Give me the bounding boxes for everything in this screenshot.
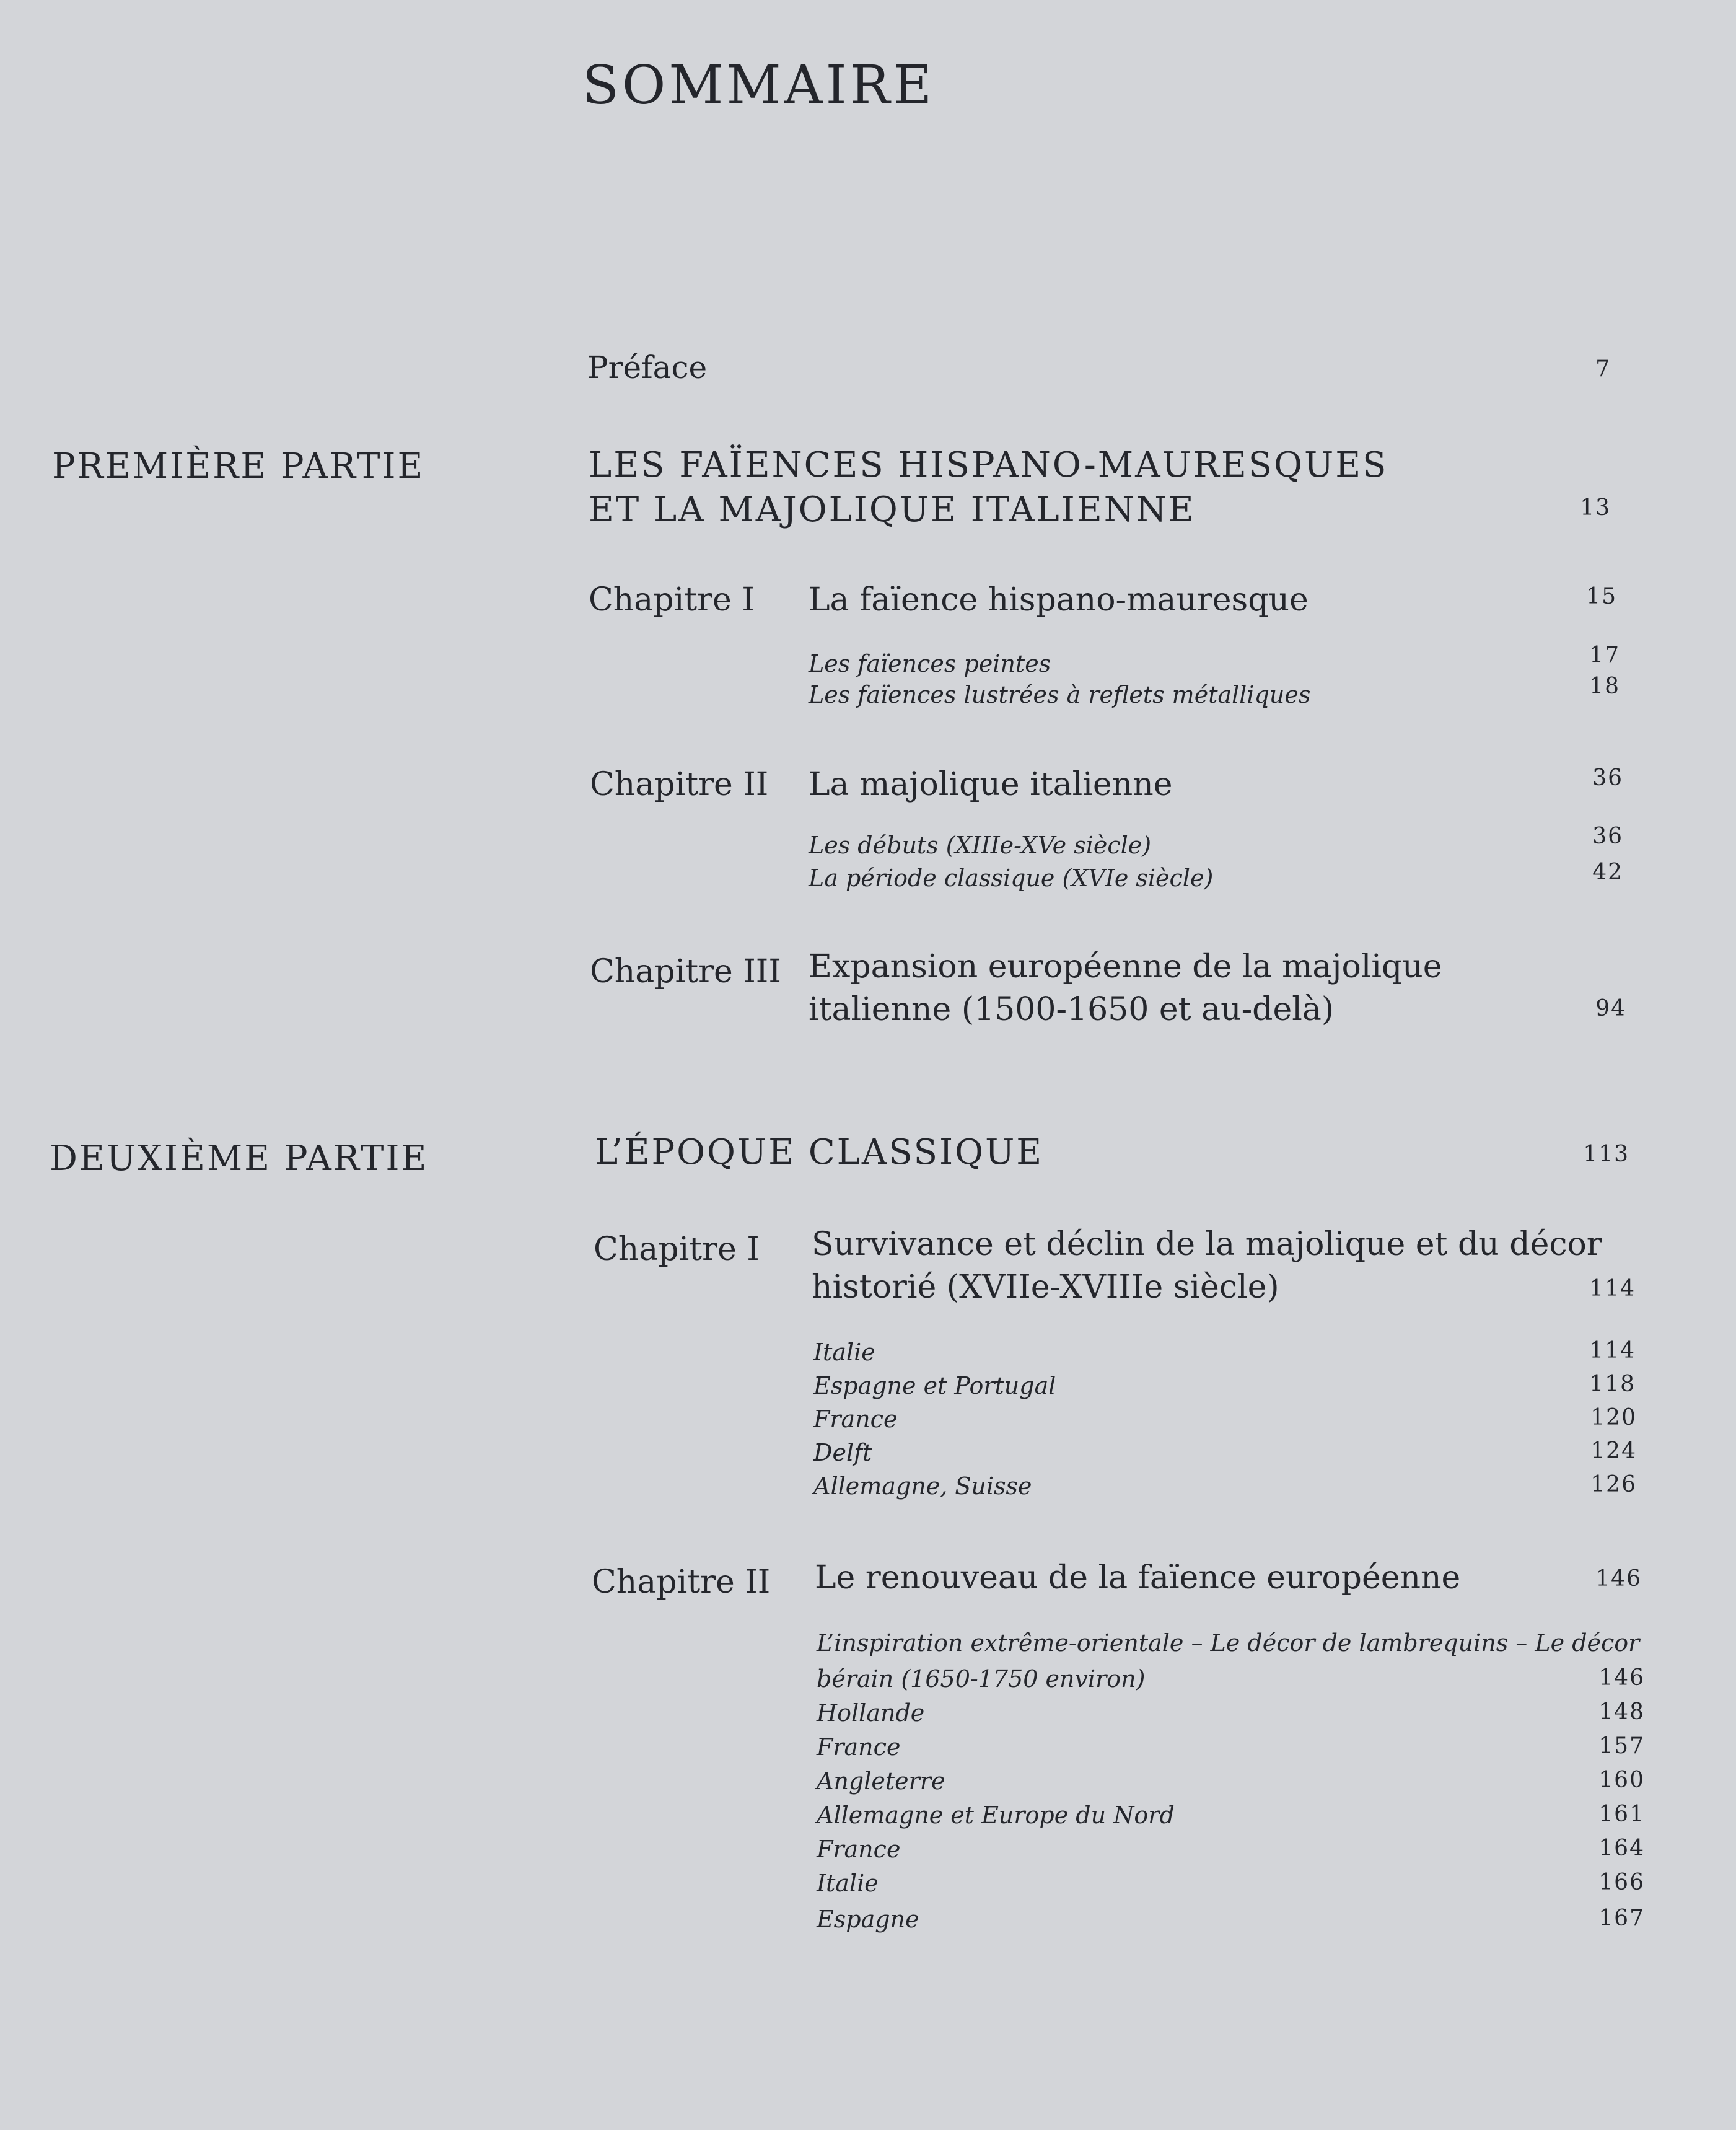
p2-ch1-sub3: France <box>813 1406 898 1433</box>
part1-heading-line2: ET LA MAJOLIQUE ITALIENNE <box>589 490 1196 530</box>
p2-ch1-sub2-page: 118 <box>1589 1371 1636 1397</box>
p2-ch1-sub3-page: 120 <box>1590 1405 1637 1430</box>
part2-label: DEUXIÈME PARTIE <box>50 1138 429 1179</box>
preface-label: Préface <box>587 350 708 385</box>
p2-ch2-sub5-page: 160 <box>1598 1767 1645 1793</box>
p2-ch2-sub6-page: 161 <box>1598 1802 1645 1827</box>
p2-ch1-sub5: Allemagne, Suisse <box>813 1472 1032 1500</box>
p2-ch1-sub2: Espagne et Portugal <box>813 1372 1056 1399</box>
p2-ch2-sub8-page: 166 <box>1598 1870 1645 1895</box>
p2-ch2-sub3-page: 148 <box>1598 1699 1645 1725</box>
p1-ch3-page: 94 <box>1595 996 1626 1021</box>
part1-label: PREMIÈRE PARTIE <box>52 446 425 486</box>
p1-ch2-sub1-page: 36 <box>1592 824 1623 849</box>
p2-ch1-label: Chapitre I <box>594 1231 760 1268</box>
p2-ch2-sub7-page: 164 <box>1598 1836 1645 1861</box>
p2-ch1-title-line2: historié (XVIIe-XVIIIe siècle) <box>812 1269 1279 1306</box>
p1-ch1-sub2-page: 18 <box>1589 674 1620 699</box>
p2-ch2-sub9: Espagne <box>817 1906 919 1933</box>
p1-ch2-title: La majolique italienne <box>809 766 1173 803</box>
p1-ch2-label: Chapitre II <box>590 766 769 803</box>
p1-ch1-page: 15 <box>1586 584 1617 609</box>
p2-ch1-sub4: Delft <box>813 1439 872 1466</box>
p1-ch1-sub2: Les faïences lustrées à reflets métalliques <box>809 681 1311 708</box>
part1-page: 13 <box>1580 495 1611 521</box>
preface-page: 7 <box>1595 356 1611 382</box>
p2-ch2-sub4-page: 157 <box>1598 1733 1645 1759</box>
p2-ch2-sub9-page: 167 <box>1598 1906 1645 1931</box>
p1-ch1-sub1: Les faïences peintes <box>809 650 1051 677</box>
p2-ch1-sub5-page: 126 <box>1590 1472 1637 1497</box>
p2-ch2-sub3: Hollande <box>817 1699 925 1727</box>
p1-ch3-title-line2: italienne (1500-1650 et au-delà) <box>809 991 1335 1028</box>
p1-ch2-sub2: La période classique (XVIe siècle) <box>809 865 1214 892</box>
part2-page: 113 <box>1583 1142 1629 1167</box>
p1-ch1-sub1-page: 17 <box>1589 643 1620 668</box>
p2-ch2-label: Chapitre II <box>592 1564 771 1601</box>
p1-ch2-sub2-page: 42 <box>1592 860 1623 885</box>
p1-ch1-label: Chapitre I <box>589 581 755 618</box>
p1-ch3-title-line1: Expansion européenne de la majolique <box>809 948 1442 985</box>
part1-heading-line1: LES FAÏENCES HISPANO-MAURESQUES <box>589 445 1388 485</box>
p1-ch1-title: La faïence hispano-mauresque <box>809 581 1309 618</box>
p2-ch2-sub6: Allemagne et Europe du Nord <box>817 1802 1175 1829</box>
p2-ch1-sub4-page: 124 <box>1590 1438 1637 1464</box>
p2-ch1-sub1-page: 114 <box>1589 1338 1636 1363</box>
p1-ch3-label: Chapitre III <box>590 953 781 990</box>
p2-ch1-sub1: Italie <box>813 1339 875 1366</box>
p2-ch2-sub5: Angleterre <box>817 1767 945 1795</box>
part2-heading: L’ÉPOQUE CLASSIQUE <box>595 1132 1044 1173</box>
p2-ch2-sub1: L’inspiration extrême-orientale – Le décor de lambrequins – Le décor <box>817 1629 1640 1657</box>
p2-ch2-page: 146 <box>1595 1566 1642 1591</box>
p2-ch2-title: Le renouveau de la faïence européenne <box>815 1559 1461 1596</box>
p1-ch2-page: 36 <box>1592 765 1623 791</box>
p2-ch2-sub2-page: 146 <box>1598 1665 1645 1691</box>
p2-ch2-sub4: France <box>817 1733 901 1761</box>
p2-ch2-sub2: bérain (1650-1750 environ) <box>817 1665 1146 1692</box>
p2-ch2-sub7: France <box>817 1836 901 1863</box>
p2-ch1-title-line1: Survivance et déclin de la majolique et du décor <box>812 1226 1602 1263</box>
page-title: SOMMAIRE <box>582 55 936 117</box>
p1-ch2-sub1: Les débuts (XIIIe-XVe siècle) <box>809 832 1152 859</box>
p2-ch2-sub8: Italie <box>817 1870 879 1897</box>
p2-ch1-page: 114 <box>1589 1276 1636 1301</box>
